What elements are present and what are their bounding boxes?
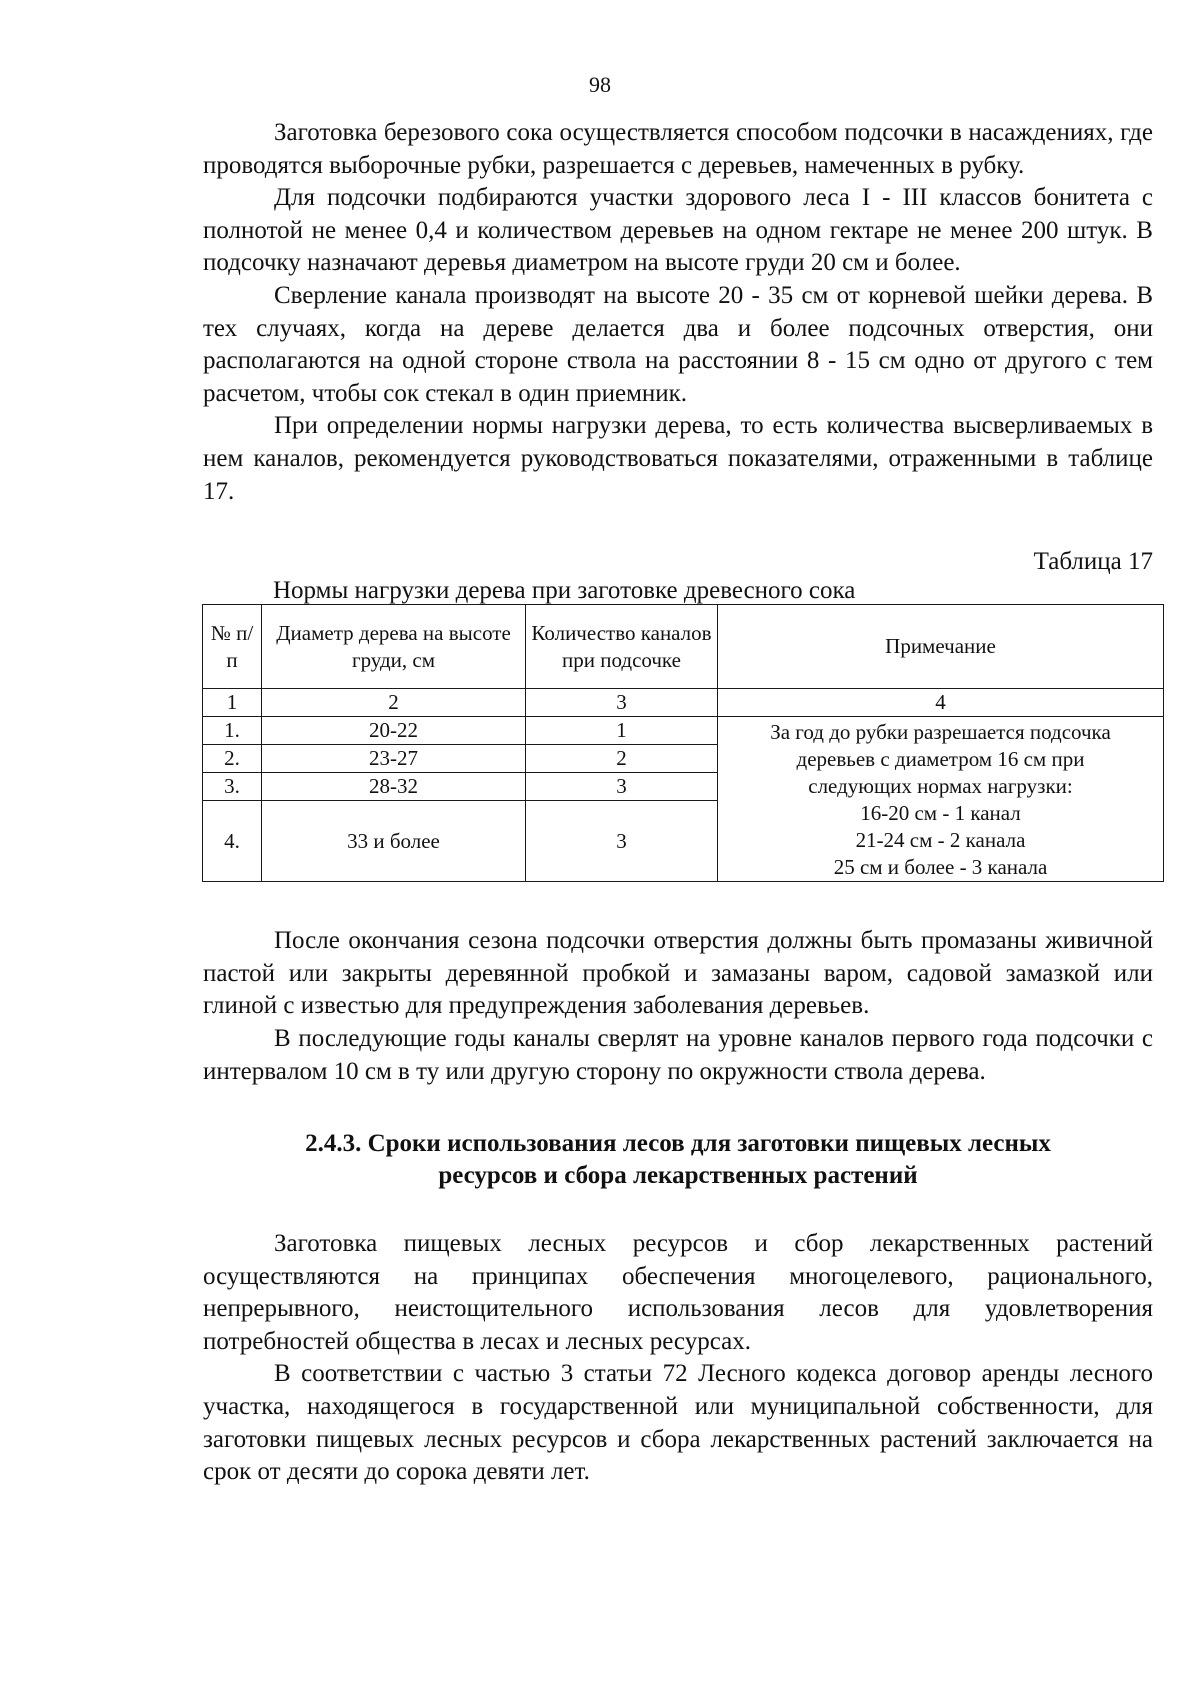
- column-number: 4: [718, 689, 1164, 717]
- paragraph-lease-term: В соответствии с частью 3 статьи 72 Лесного кодекса договор аренды лесного участка, находящегося в государственной или муниципальной собственности, для заготовки пищевых лесных ресурсов и сбора лекарственных растений заключается на срок от десяти до сорока девяти лет.: [203, 1360, 1153, 1486]
- column-number: 2: [262, 689, 526, 717]
- note-line: 16-20 см - 1 канал: [860, 800, 1021, 825]
- paragraph-season-end: После окончания сезона подсочки отверстия должны быть промазаны живичной пастой или закрыты деревянной пробкой и замазаны варом, садовой замазкой или глиной с известью для предупреждения заболевания деревьев.: [203, 927, 1153, 1020]
- paragraph-plot-selection: Для подсочки подбираются участки здорового леса I - III классов бонитета с полнотой не менее 0,4 и количеством деревьев на одном гектаре не менее 200 штук. В подсочку назначают деревья диаметром на высоте груди 20 см и более.: [203, 184, 1153, 277]
- row-num: 1.: [203, 717, 262, 745]
- row-channels: 2: [526, 745, 718, 773]
- table-row: [203, 717, 1164, 745]
- paragraph-principles: Заготовка пищевых лесных ресурсов и сбор лекарственных растений осуществляются на принципах обеспечения многоцелевого, рационального, непрерывного, неистощительного использования лесов для удовлетворения потребностей общества в лесах и лесных ресурсах.: [203, 1230, 1153, 1355]
- header-note: Примечание: [718, 605, 1164, 689]
- row-diameter: 28-32: [262, 773, 526, 801]
- column-number-row: [203, 689, 1164, 717]
- row-num: 4.: [203, 801, 262, 882]
- note-line: 21-24 см - 2 канала: [855, 827, 1026, 852]
- table-title: Нормы нагрузки дерева при заготовке древесного сока: [273, 577, 856, 605]
- page-content: [203, 117, 1153, 1489]
- note-line: 25 см и более - 3 канала: [833, 854, 1048, 879]
- row-diameter: 20-22: [262, 717, 526, 745]
- row-channels: 3: [526, 801, 718, 882]
- row-num: 3.: [203, 773, 262, 801]
- header-num: № п/п: [203, 605, 262, 689]
- section-heading-line: 2.4.3. Сроки использования лесов для заготовки пищевых лесных: [305, 1130, 1051, 1158]
- column-number: 3: [526, 689, 718, 717]
- column-number: 1: [203, 689, 262, 717]
- header-diameter: Диаметр дерева на высоте груди, см: [262, 605, 526, 689]
- paragraph-load-norm: При определении нормы нагрузки дерева, то есть количества высверливаемых в нем каналов, рекомендуется руководствоваться показателями, отраженными в таблице 17.: [203, 412, 1153, 505]
- section-heading: [203, 1128, 1153, 1192]
- row-channels: 3: [526, 773, 718, 801]
- table-number: Таблица 17: [1033, 548, 1153, 576]
- note-line: За год до рубки разрешается подсочка: [770, 719, 1111, 744]
- note-line: деревьев с диаметром 16 см при: [796, 746, 1085, 771]
- row-num: 2.: [203, 745, 262, 773]
- paragraph-birch-sap: Заготовка березового сока осуществляется способом подсочки в насаждениях, где проводятся выборочные рубки, разрешается с деревьев, намеченных в рубку.: [203, 119, 1153, 179]
- table-header-row: [203, 605, 1164, 689]
- row-diameter: 33 и более: [262, 801, 526, 882]
- note-cell: [718, 717, 1164, 882]
- note-line: следующих нормах нагрузки:: [808, 773, 1073, 798]
- header-channels: Количество каналов при подсочке: [526, 605, 718, 689]
- paragraph-following-years: В последующие годы каналы сверлят на уровне каналов первого года подсочки с интервалом 10 см в ту или другую сторону по окружности ствола дерева.: [203, 1024, 1153, 1085]
- section-heading-line: ресурсов и сбора лекарственных растений: [438, 1162, 918, 1190]
- row-channels: 1: [526, 717, 718, 745]
- paragraph-drilling: Сверление канала производят на высоте 20 - 35 см от корневой шейки дерева. В тех случаях, когда на дереве делается два и более подсочных отверстия, они располагаются на одной стороне ствола на расстоянии 8 - 15 см одно от другого с тем расчетом, чтобы сок стекал в один приемник.: [203, 281, 1153, 407]
- norms-table: [202, 604, 1164, 882]
- page-number: 98: [589, 72, 611, 97]
- row-diameter: 23-27: [262, 745, 526, 773]
